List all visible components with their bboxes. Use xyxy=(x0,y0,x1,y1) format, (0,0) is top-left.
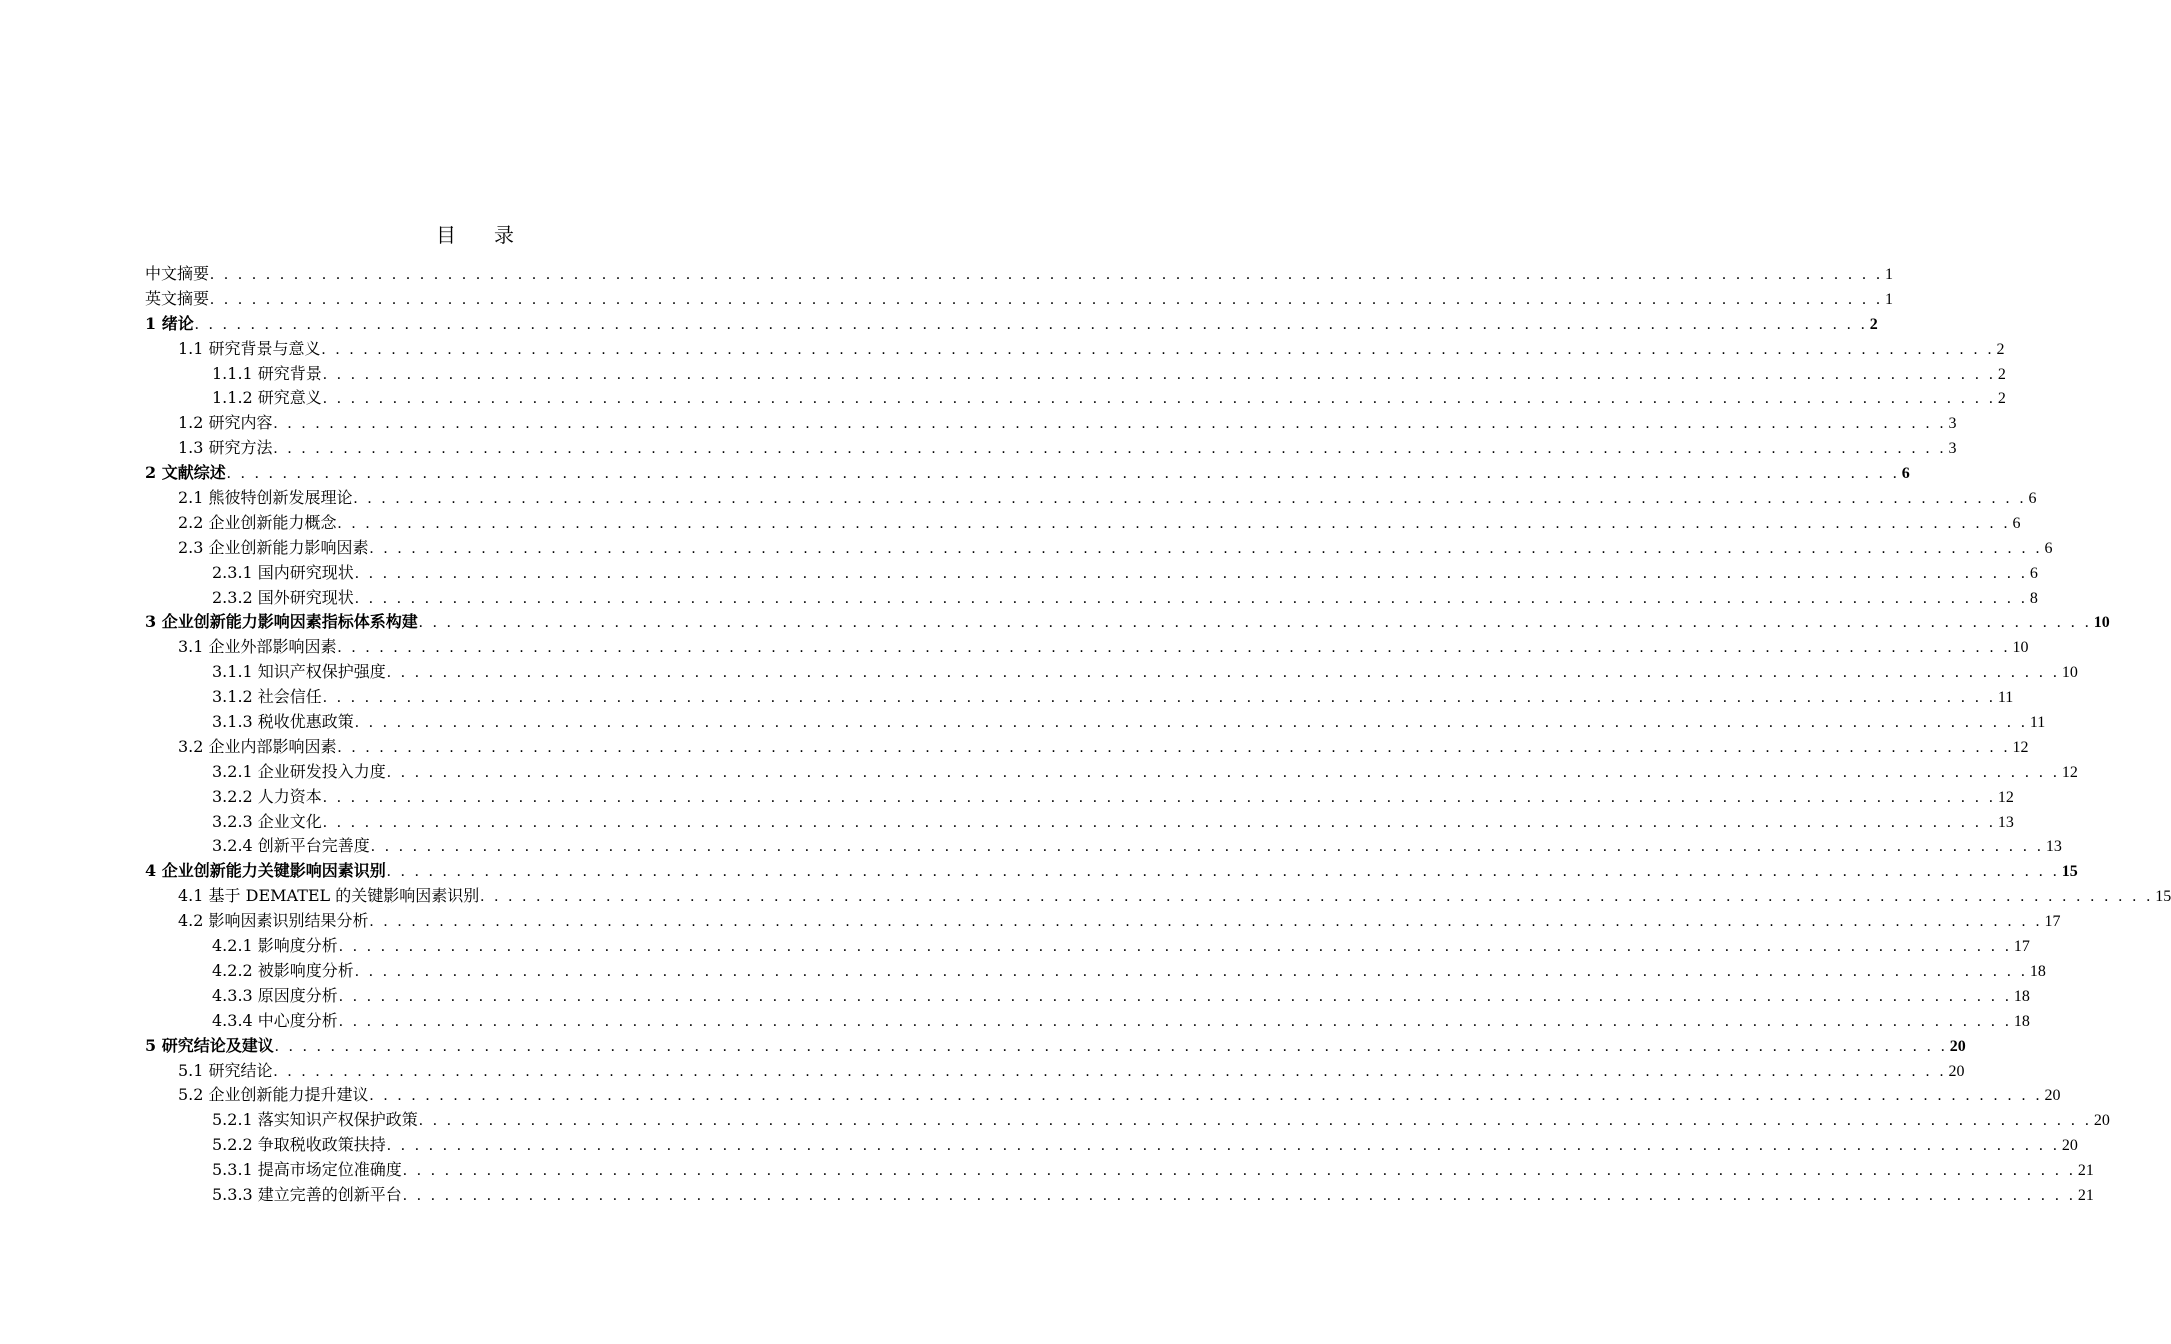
toc-entry-row xyxy=(212,959,2046,985)
toc-entry[interactable] xyxy=(0,411,1957,436)
toc-entry-page-number: 13 xyxy=(1997,813,2014,831)
dot-leader: . . . . . . . . . . . . . . . . . . . . . . . . . . . . . . . . . . . . . . . . . . . . . . . . . . . . . . . . . . . . . . . . . . . . . . . . . . . . . . . . . . . . . . . . . . . . . . . . . . . . . . . . . . . . . . . . . . . . . . . . xyxy=(273,415,1947,433)
dot-leader: . . . . . . . . . . . . . . . . . . . . . . . . . . . . . . . . . . . . . . . . . . . . . . . . . . . . . . . . . . . . . . . . . . . . . . . . . . . . . . . . . . . . . . . . . . . . . . . . . . . . . . . . . . . . . . . . . . . . . . . . xyxy=(386,1137,2060,1155)
title-char-2: 录 xyxy=(494,223,514,247)
dot-leader: . . . . . . . . . . . . . . . . . . . . . . . . . . . . . . . . . . . . . . . . . . . . . . . . . . . . . . . . . . . . . . . . . . . . . . . . . . . . . . . . . . . . . . . . . . . . . . . . . . . . . . . . . . . . . . . . . . . . . . . . xyxy=(386,763,2060,781)
toc-entry-label: 5.2 企业创新能力提升建议 xyxy=(178,1085,369,1105)
toc-entry[interactable] xyxy=(0,262,1894,287)
dot-leader: . . . . . . . . . . . . . . . . . . . . . . . . . . . . . . . . . . . . . . . . . . . . . . . . . . . . . . . . . . . . . . . . . . . . . . . . . . . . . . . . . . . . . . . . . . . . . . . . . . . . . . . . . . . . . . . . . . . . . . . . xyxy=(386,664,2060,682)
title-char-1: 目 xyxy=(436,223,456,247)
toc-entry-row xyxy=(212,1133,2078,1159)
dot-leader: . . . . . . . . . . . . . . . . . . . . . . . . . . . . . . . . . . . . . . . . . . . . . . . . . . . . . . . . . . . . . . . . . . . . . . . . . . . . . . . . . . . . . . . . . . . . . . . . . . . . . . . . . . . . . . . . . . . . . . . . xyxy=(337,738,2011,756)
toc-entry-page-number: 18 xyxy=(2029,962,2046,980)
toc-entry-page-number: 6 xyxy=(1901,465,1910,483)
toc-entry-page-number: 20 xyxy=(2044,1087,2061,1105)
dot-leader: . . . . . . . . . . . . . . . . . . . . . . . . . . . . . . . . . . . . . . . . . . . . . . . . . . . . . . . . . . . . . . . . . . . . . . . . . . . . . . . . . . . . . . . . . . . . . . . . . . . . . . . . . . . . . . . . . . . . . . . . xyxy=(274,1037,1948,1055)
toc-entry-label: 2 文献综述 xyxy=(145,463,226,483)
toc-entry[interactable] xyxy=(0,760,2078,785)
toc-entry-page-number: 10 xyxy=(2012,639,2029,657)
toc-entry-label: 5.3.3 建立完善的创新平台 xyxy=(212,1184,402,1204)
toc-entry[interactable] xyxy=(0,586,2038,611)
toc-entry[interactable] xyxy=(0,561,2038,586)
toc-entry-label: 4.2.1 影响度分析 xyxy=(212,936,338,956)
toc-entry-row xyxy=(212,760,2078,786)
toc-entry-page-number: 10 xyxy=(2061,664,2078,682)
toc-entry-label: 3.2.2 人力资本 xyxy=(212,786,322,806)
dot-leader: . . . . . . . . . . . . . . . . . . . . . . . . . . . . . . . . . . . . . . . . . . . . . . . . . . . . . . . . . . . . . . . . . . . . . . . . . . . . . . . . . . . . . . . . . . . . . . . . . . . . . . . . . . . . . . . . . . . . . . . . xyxy=(480,888,2154,906)
toc-entry-label: 5.3.1 提高市场定位准确度 xyxy=(212,1160,402,1180)
toc-entry[interactable] xyxy=(0,909,2061,934)
toc-entry[interactable] xyxy=(0,959,2046,984)
toc-entry-row xyxy=(212,561,2038,587)
toc-entry-row xyxy=(145,610,2110,636)
toc-entry-label: 1.2 研究内容 xyxy=(178,413,273,433)
toc-entry[interactable] xyxy=(0,1083,2061,1108)
toc-entry-label: 2.1 熊彼特创新发展理论 xyxy=(178,488,353,508)
dot-leader: . . . . . . . . . . . . . . . . . . . . . . . . . . . . . . . . . . . . . . . . . . . . . . . . . . . . . . . . . . . . . . . . . . . . . . . . . . . . . . . . . . . . . . . . . . . . . . . . . . . . . . . . . . . . . . . . . . . . . . . . xyxy=(322,390,1996,408)
dot-leader: . . . . . . . . . . . . . . . . . . . . . . . . . . . . . . . . . . . . . . . . . . . . . . . . . . . . . . . . . . . . . . . . . . . . . . . . . . . . . . . . . . . . . . . . . . . . . . . . . . . . . . . . . . . . . . . . . . . . . . . . xyxy=(210,290,1884,308)
toc-entry-row xyxy=(212,810,2014,836)
toc-entry-page-number: 20 xyxy=(2061,1137,2078,1155)
dot-leader: . . . . . . . . . . . . . . . . . . . . . . . . . . . . . . . . . . . . . . . . . . . . . . . . . . . . . . . . . . . . . . . . . . . . . . . . . . . . . . . . . . . . . . . . . . . . . . . . . . . . . . . . . . . . . . . . . . . . . . . . xyxy=(354,564,2028,582)
toc-entry[interactable] xyxy=(0,536,2053,561)
toc-entry-row xyxy=(178,909,2061,935)
dot-leader: . . . . . . . . . . . . . . . . . . . . . . . . . . . . . . . . . . . . . . . . . . . . . . . . . . . . . . . . . . . . . . . . . . . . . . . . . . . . . . . . . . . . . . . . . . . . . . . . . . . . . . . . . . . . . . . . . . . . . . . . xyxy=(402,1186,2076,1204)
dot-leader: . . . . . . . . . . . . . . . . . . . . . . . . . . . . . . . . . . . . . . . . . . . . . . . . . . . . . . . . . . . . . . . . . . . . . . . . . . . . . . . . . . . . . . . . . . . . . . . . . . . . . . . . . . . . . . . . . . . . . . . . xyxy=(273,440,1947,458)
toc-entry-row xyxy=(178,486,2037,512)
toc-entry-row xyxy=(212,1158,2094,1184)
toc-entry-label: 2.3.2 国外研究现状 xyxy=(212,587,354,607)
toc-entry-row xyxy=(178,411,1957,437)
dot-leader: . . . . . . . . . . . . . . . . . . . . . . . . . . . . . . . . . . . . . . . . . . . . . . . . . . . . . . . . . . . . . . . . . . . . . . . . . . . . . . . . . . . . . . . . . . . . . . . . . . . . . . . . . . . . . . . . . . . . . . . . xyxy=(321,340,1995,358)
toc-entry[interactable] xyxy=(0,1133,2078,1158)
toc-entry-row xyxy=(178,735,2029,761)
toc-entry[interactable] xyxy=(0,884,2171,909)
toc-entry-row xyxy=(212,984,2030,1010)
toc-entry[interactable] xyxy=(0,610,2110,635)
toc-entry-label: 3.1.2 社会信任 xyxy=(212,687,322,707)
toc-entry-page-number: 12 xyxy=(1997,788,2014,806)
toc-entry-row xyxy=(212,1183,2094,1209)
toc-entry-label: 1.1 研究背景与意义 xyxy=(178,338,321,358)
toc-entry[interactable] xyxy=(0,685,2014,710)
toc-entry-row xyxy=(178,635,2029,661)
toc-entry-page-number: 2 xyxy=(1996,340,2005,358)
toc-entry-row xyxy=(212,660,2078,686)
toc-entry[interactable] xyxy=(0,287,1894,312)
dot-leader: . . . . . . . . . . . . . . . . . . . . . . . . . . . . . . . . . . . . . . . . . . . . . . . . . . . . . . . . . . . . . . . . . . . . . . . . . . . . . . . . . . . . . . . . . . . . . . . . . . . . . . . . . . . . . . . . . . . . . . . . xyxy=(386,863,2060,881)
toc-entry-label: 1.3 研究方法 xyxy=(178,438,273,458)
toc-entry-label: 5.2.2 争取税收政策扶持 xyxy=(212,1135,386,1155)
toc-entry-row xyxy=(145,461,1910,487)
toc-entry-page-number: 2 xyxy=(1869,315,1878,333)
toc-entry-page-number: 3 xyxy=(1948,440,1957,458)
toc-entry-row xyxy=(212,834,2062,860)
toc-entry-page-number: 20 xyxy=(1948,1062,1965,1080)
toc-entry[interactable] xyxy=(0,511,2021,536)
dot-leader: . . . . . . . . . . . . . . . . . . . . . . . . . . . . . . . . . . . . . . . . . . . . . . . . . . . . . . . . . . . . . . . . . . . . . . . . . . . . . . . . . . . . . . . . . . . . . . . . . . . . . . . . . . . . . . . . . . . . . . . . xyxy=(338,1012,2012,1030)
toc-entry-page-number: 12 xyxy=(2012,738,2029,756)
toc-entry-page-number: 21 xyxy=(2077,1186,2094,1204)
toc-entry-label: 4.2.2 被影响度分析 xyxy=(212,960,354,980)
dot-leader: . . . . . . . . . . . . . . . . . . . . . . . . . . . . . . . . . . . . . . . . . . . . . . . . . . . . . . . . . . . . . . . . . . . . . . . . . . . . . . . . . . . . . . . . . . . . . . . . . . . . . . . . . . . . . . . . . . . . . . . . xyxy=(418,1112,2092,1130)
toc-entry-label: 1 绪论 xyxy=(145,313,194,333)
dot-leader: . . . . . . . . . . . . . . . . . . . . . . . . . . . . . . . . . . . . . . . . . . . . . . . . . . . . . . . . . . . . . . . . . . . . . . . . . . . . . . . . . . . . . . . . . . . . . . . . . . . . . . . . . . . . . . . . . . . . . . . . xyxy=(354,589,2028,607)
toc-entry[interactable] xyxy=(0,1158,2094,1183)
toc-entry-row xyxy=(178,1083,2061,1109)
toc-entry-row xyxy=(212,710,2046,736)
toc-entry-label: 3.2.1 企业研发投入力度 xyxy=(212,761,386,781)
dot-leader: . . . . . . . . . . . . . . . . . . . . . . . . . . . . . . . . . . . . . . . . . . . . . . . . . . . . . . . . . . . . . . . . . . . . . . . . . . . . . . . . . . . . . . . . . . . . . . . . . . . . . . . . . . . . . . . . . . . . . . . . xyxy=(337,639,2011,657)
toc-entry[interactable] xyxy=(0,635,2029,660)
toc-entry-row xyxy=(212,1108,2110,1134)
toc-entry[interactable] xyxy=(0,386,2006,411)
toc-entry-row xyxy=(178,511,2021,537)
dot-leader: . . . . . . . . . . . . . . . . . . . . . . . . . . . . . . . . . . . . . . . . . . . . . . . . . . . . . . . . . . . . . . . . . . . . . . . . . . . . . . . . . . . . . . . . . . . . . . . . . . . . . . . . . . . . . . . . . . . . . . . . xyxy=(418,614,2092,632)
table-of-contents xyxy=(0,262,2171,1208)
toc-entry[interactable] xyxy=(0,312,1878,337)
toc-entry[interactable] xyxy=(0,486,2037,511)
toc-entry-label: 2.3 企业创新能力影响因素 xyxy=(178,537,369,557)
toc-entry-page-number: 11 xyxy=(2029,714,2046,732)
toc-entry[interactable] xyxy=(0,834,2062,859)
toc-entry-label: 4 企业创新能力关键影响因素识别 xyxy=(145,861,386,881)
dot-leader: . . . . . . . . . . . . . . . . . . . . . . . . . . . . . . . . . . . . . . . . . . . . . . . . . . . . . . . . . . . . . . . . . . . . . . . . . . . . . . . . . . . . . . . . . . . . . . . . . . . . . . . . . . . . . . . . . . . . . . . . xyxy=(338,938,2012,956)
toc-entry-row xyxy=(212,362,2006,388)
toc-entry-page-number: 12 xyxy=(2061,763,2078,781)
toc-entry-label: 4.3.4 中心度分析 xyxy=(212,1010,338,1030)
dot-leader: . . . . . . . . . . . . . . . . . . . . . . . . . . . . . . . . . . . . . . . . . . . . . . . . . . . . . . . . . . . . . . . . . . . . . . . . . . . . . . . . . . . . . . . . . . . . . . . . . . . . . . . . . . . . . . . . . . . . . . . . xyxy=(322,365,1996,383)
toc-entry-page-number: 6 xyxy=(2028,490,2037,508)
toc-entry[interactable] xyxy=(0,1108,2110,1133)
toc-entry-row xyxy=(178,1059,1965,1085)
toc-entry-row xyxy=(212,386,2006,412)
toc-entry-row xyxy=(178,436,1957,462)
dot-leader: . . . . . . . . . . . . . . . . . . . . . . . . . . . . . . . . . . . . . . . . . . . . . . . . . . . . . . . . . . . . . . . . . . . . . . . . . . . . . . . . . . . . . . . . . . . . . . . . . . . . . . . . . . . . . . . . . . . . . . . . xyxy=(322,788,1996,806)
toc-entry-page-number: 2 xyxy=(1997,365,2006,383)
toc-entry-row xyxy=(178,536,2053,562)
toc-entry-page-number: 20 xyxy=(1949,1037,1966,1055)
toc-entry[interactable] xyxy=(0,984,2030,1009)
toc-entry-label: 4.2 影响因素识别结果分析 xyxy=(178,911,369,931)
toc-entry-label: 3.2.3 企业文化 xyxy=(212,811,322,831)
toc-entry-page-number: 1 xyxy=(1885,266,1894,283)
toc-entry-label: 3 企业创新能力影响因素指标体系构建 xyxy=(145,612,418,632)
toc-entry[interactable] xyxy=(0,810,2014,835)
toc-entry[interactable] xyxy=(0,1059,1965,1084)
toc-entry-row xyxy=(145,859,2078,885)
toc-entry[interactable] xyxy=(0,337,2005,362)
toc-entry-row xyxy=(212,1009,2030,1035)
toc-entry[interactable] xyxy=(0,785,2014,810)
toc-entry-row xyxy=(145,287,1894,313)
toc-entry-row xyxy=(212,785,2014,811)
toc-entry-page-number: 8 xyxy=(2029,589,2038,607)
toc-entry-label: 5.2.1 落实知识产权保护政策 xyxy=(212,1110,418,1130)
toc-entry[interactable] xyxy=(0,1183,2094,1208)
toc-entry-row xyxy=(178,884,2171,910)
toc-entry-row xyxy=(212,586,2038,612)
toc-entry-label: 3.2 企业内部影响因素 xyxy=(178,736,337,756)
toc-entry-label: 1.1.1 研究背景 xyxy=(212,363,322,383)
dot-leader: . . . . . . . . . . . . . . . . . . . . . . . . . . . . . . . . . . . . . . . . . . . . . . . . . . . . . . . . . . . . . . . . . . . . . . . . . . . . . . . . . . . . . . . . . . . . . . . . . . . . . . . . . . . . . . . . . . . . . . . . xyxy=(402,1162,2076,1180)
toc-entry-page-number: 15 xyxy=(2061,863,2078,881)
toc-entry-page-number: 18 xyxy=(2013,1012,2030,1030)
dot-leader: . . . . . . . . . . . . . . . . . . . . . . . . . . . . . . . . . . . . . . . . . . . . . . . . . . . . . . . . . . . . . . . . . . . . . . . . . . . . . . . . . . . . . . . . . . . . . . . . . . . . . . . . . . . . . . . . . . . . . . . . xyxy=(322,689,1996,707)
toc-entry-page-number: 3 xyxy=(1948,415,1957,433)
toc-entry-page-number: 13 xyxy=(2045,838,2062,856)
dot-leader: . . . . . . . . . . . . . . . . . . . . . . . . . . . . . . . . . . . . . . . . . . . . . . . . . . . . . . . . . . . . . . . . . . . . . . . . . . . . . . . . . . . . . . . . . . . . . . . . . . . . . . . . . . . . . . . . . . . . . . . . xyxy=(369,539,2043,557)
toc-entry-page-number: 18 xyxy=(2013,987,2030,1005)
toc-entry[interactable] xyxy=(0,362,2006,387)
toc-entry-row xyxy=(212,685,2014,711)
toc-entry-page-number: 10 xyxy=(2093,614,2110,632)
page-title xyxy=(0,219,950,248)
toc-entry-page-number: 17 xyxy=(2013,938,2030,956)
toc-entry-label: 4.3.3 原因度分析 xyxy=(212,985,338,1005)
toc-entry-page-number: 6 xyxy=(2029,564,2038,582)
toc-entry-row xyxy=(145,262,1894,288)
dot-leader: . . . . . . . . . . . . . . . . . . . . . . . . . . . . . . . . . . . . . . . . . . . . . . . . . . . . . . . . . . . . . . . . . . . . . . . . . . . . . . . . . . . . . . . . . . . . . . . . . . . . . . . . . . . . . . . . . . . . . . . . xyxy=(354,714,2028,732)
toc-entry-page-number: 11 xyxy=(1997,689,2014,707)
toc-entry-page-number: 2 xyxy=(1997,390,2006,408)
toc-entry-label: 3.1.3 税收优惠政策 xyxy=(212,712,354,732)
toc-entry[interactable] xyxy=(0,436,1957,461)
dot-leader: . . . . . . . . . . . . . . . . . . . . . . . . . . . . . . . . . . . . . . . . . . . . . . . . . . . . . . . . . . . . . . . . . . . . . . . . . . . . . . . . . . . . . . . . . . . . . . . . . . . . . . . . . . . . . . . . . . . . . . . . xyxy=(354,962,2028,980)
toc-entry-page-number: 1 xyxy=(1885,290,1894,308)
toc-entry-label: 5.1 研究结论 xyxy=(178,1060,273,1080)
toc-entry-label: 4.1 基于 DEMATEL 的关键影响因素识别 xyxy=(178,886,480,906)
toc-entry[interactable] xyxy=(0,934,2030,959)
toc-entry-page-number: 6 xyxy=(2012,514,2021,532)
toc-entry[interactable] xyxy=(0,735,2029,760)
dot-leader: . . . . . . . . . . . . . . . . . . . . . . . . . . . . . . . . . . . . . . . . . . . . . . . . . . . . . . . . . . . . . . . . . . . . . . . . . . . . . . . . . . . . . . . . . . . . . . . . . . . . . . . . . . . . . . . . . . . . . . . . xyxy=(369,1087,2043,1105)
toc-entry-page-number: 17 xyxy=(2044,913,2061,931)
toc-entry[interactable] xyxy=(0,859,2078,884)
dot-leader: . . . . . . . . . . . . . . . . . . . . . . . . . . . . . . . . . . . . . . . . . . . . . . . . . . . . . . . . . . . . . . . . . . . . . . . . . . . . . . . . . . . . . . . . . . . . . . . . . . . . . . . . . . . . . . . . . . . . . . . . xyxy=(370,838,2044,856)
toc-entry-label: 2.3.1 国内研究现状 xyxy=(212,562,354,582)
toc-entry-label: 英文摘要 xyxy=(145,288,210,308)
toc-entry-label: 3.1 企业外部影响因素 xyxy=(178,637,337,657)
toc-entry-row xyxy=(178,337,2005,363)
dot-leader: . . . . . . . . . . . . . . . . . . . . . . . . . . . . . . . . . . . . . . . . . . . . . . . . . . . . . . . . . . . . . . . . . . . . . . . . . . . . . . . . . . . . . . . . . . . . . . . . . . . . . . . . . . . . . . . . . . . . . . . . xyxy=(194,315,1868,333)
dot-leader: . . . . . . . . . . . . . . . . . . . . . . . . . . . . . . . . . . . . . . . . . . . . . . . . . . . . . . . . . . . . . . . . . . . . . . . . . . . . . . . . . . . . . . . . . . . . . . . . . . . . . . . . . . . . . . . . . . . . . . . . xyxy=(210,266,1884,283)
dot-leader: . . . . . . . . . . . . . . . . . . . . . . . . . . . . . . . . . . . . . . . . . . . . . . . . . . . . . . . . . . . . . . . . . . . . . . . . . . . . . . . . . . . . . . . . . . . . . . . . . . . . . . . . . . . . . . . . . . . . . . . . xyxy=(337,514,2011,532)
dot-leader: . . . . . . . . . . . . . . . . . . . . . . . . . . . . . . . . . . . . . . . . . . . . . . . . . . . . . . . . . . . . . . . . . . . . . . . . . . . . . . . . . . . . . . . . . . . . . . . . . . . . . . . . . . . . . . . . . . . . . . . . xyxy=(353,490,2027,508)
toc-entry[interactable] xyxy=(0,1009,2030,1034)
toc-entry-label: 3.2.4 创新平台完善度 xyxy=(212,836,370,856)
toc-entry-label: 3.1.1 知识产权保护强度 xyxy=(212,662,386,682)
toc-entry[interactable] xyxy=(0,461,1910,486)
toc-entry[interactable] xyxy=(0,1034,1966,1059)
dot-leader: . . . . . . . . . . . . . . . . . . . . . . . . . . . . . . . . . . . . . . . . . . . . . . . . . . . . . . . . . . . . . . . . . . . . . . . . . . . . . . . . . . . . . . . . . . . . . . . . . . . . . . . . . . . . . . . . . . . . . . . . xyxy=(338,987,2012,1005)
toc-entry-page-number: 6 xyxy=(2044,539,2053,557)
toc-entry-page-number: 20 xyxy=(2093,1112,2110,1130)
toc-entry-row xyxy=(145,1034,1966,1060)
toc-entry-page-number: 21 xyxy=(2077,1162,2094,1180)
dot-leader: . . . . . . . . . . . . . . . . . . . . . . . . . . . . . . . . . . . . . . . . . . . . . . . . . . . . . . . . . . . . . . . . . . . . . . . . . . . . . . . . . . . . . . . . . . . . . . . . . . . . . . . . . . . . . . . . . . . . . . . . xyxy=(322,813,1996,831)
toc-entry-row xyxy=(145,312,1878,338)
toc-entry-page-number: 15 xyxy=(2155,888,2171,906)
dot-leader: . . . . . . . . . . . . . . . . . . . . . . . . . . . . . . . . . . . . . . . . . . . . . . . . . . . . . . . . . . . . . . . . . . . . . . . . . . . . . . . . . . . . . . . . . . . . . . . . . . . . . . . . . . . . . . . . . . . . . . . . xyxy=(369,913,2043,931)
dot-leader: . . . . . . . . . . . . . . . . . . . . . . . . . . . . . . . . . . . . . . . . . . . . . . . . . . . . . . . . . . . . . . . . . . . . . . . . . . . . . . . . . . . . . . . . . . . . . . . . . . . . . . . . . . . . . . . . . . . . . . . . xyxy=(226,465,1900,483)
toc-entry-label: 中文摘要 xyxy=(145,264,210,283)
toc-entry[interactable] xyxy=(0,660,2078,685)
toc-entry-row xyxy=(212,934,2030,960)
toc-entry-label: 1.1.2 研究意义 xyxy=(212,388,322,408)
toc-entry[interactable] xyxy=(0,710,2046,735)
dot-leader: . . . . . . . . . . . . . . . . . . . . . . . . . . . . . . . . . . . . . . . . . . . . . . . . . . . . . . . . . . . . . . . . . . . . . . . . . . . . . . . . . . . . . . . . . . . . . . . . . . . . . . . . . . . . . . . . . . . . . . . . xyxy=(273,1062,1947,1080)
toc-entry-label: 2.2 企业创新能力概念 xyxy=(178,512,337,532)
toc-entry-label: 5 研究结论及建议 xyxy=(145,1035,274,1055)
